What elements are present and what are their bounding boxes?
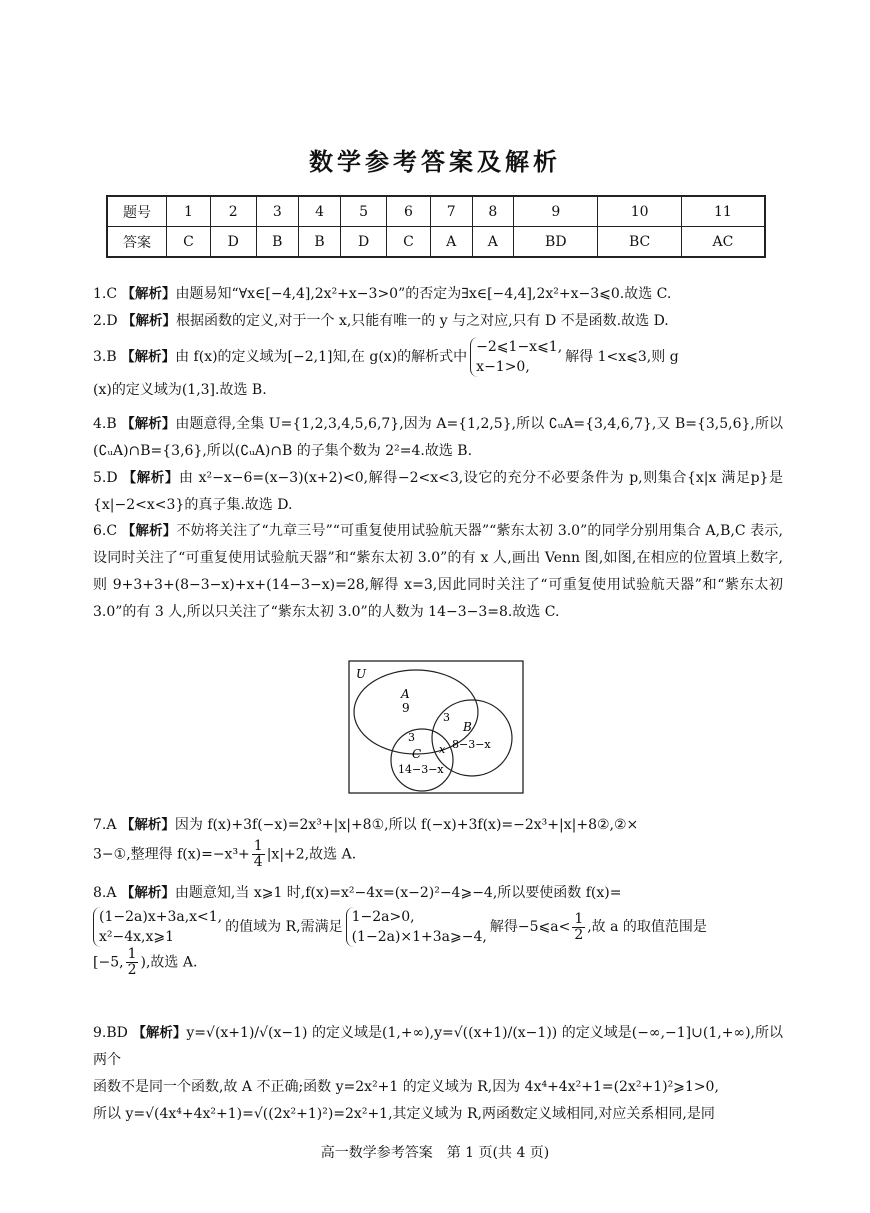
set-b-value: 8−3−x bbox=[452, 738, 491, 751]
table-cell: C bbox=[387, 227, 431, 258]
analysis-tag: 【解析】 bbox=[122, 313, 177, 329]
item-text: 所以 y=√(4x⁴+4x²+1)=√((2x²+1)²)=2x²+1,其定义域为 R,两函数定义域相同,对应关系相同,是同 bbox=[93, 1106, 715, 1122]
item-text: ),故选 A. bbox=[140, 954, 198, 971]
analysis-tag: 【解析】 bbox=[121, 416, 176, 432]
table-cell: 9 bbox=[514, 196, 598, 227]
set-a-label: A bbox=[401, 687, 410, 701]
table-cell: 2 bbox=[210, 196, 256, 227]
fraction-numerator: 1 bbox=[127, 946, 137, 962]
table-cell: D bbox=[210, 227, 256, 258]
solution-item-1 bbox=[93, 281, 783, 308]
analysis-tag: 【解析】 bbox=[121, 523, 177, 539]
system-line: x−1>0, bbox=[476, 359, 530, 375]
item-number: 8.A bbox=[93, 885, 117, 901]
intersection-ab-value: 3 bbox=[443, 711, 450, 724]
page-footer: 高一数学参考答案 第 1 页(共 4 页) bbox=[320, 1145, 550, 1161]
item-text: (x)的定义域为(1,3].故选 B. bbox=[93, 382, 267, 398]
system-line: x²−4x,x⩾1 bbox=[99, 929, 175, 945]
fraction bbox=[252, 839, 265, 870]
item-number: 1.C bbox=[93, 286, 118, 302]
set-c-value: 14−3−x bbox=[398, 763, 444, 776]
table-cell: AC bbox=[681, 227, 765, 258]
table-header-label: 题号 bbox=[107, 196, 167, 227]
universe-label: U bbox=[356, 667, 367, 681]
item-text: |x|+2,故选 A. bbox=[266, 846, 357, 863]
table-cell: BC bbox=[598, 227, 681, 258]
fraction-numerator: 1 bbox=[574, 910, 584, 927]
analysis-tag: 【解析】 bbox=[121, 349, 176, 365]
analysis-tag: 【解析】 bbox=[120, 885, 175, 901]
answer-table bbox=[106, 195, 766, 258]
item-number: 2.D bbox=[93, 313, 118, 329]
item-text: 由 x²−x−6=(x−3)(x+2)<0,解得−2<x<3,设它的充分不必要条件为 p,则集合{x|x 满足p}是{x|−2<x<3}的真子集.故选 D. bbox=[93, 470, 784, 513]
table-cell: B bbox=[256, 227, 298, 258]
item-text: 由 f(x)的定义域为[−2,1]知,在 g(x)的解析式中 bbox=[175, 349, 468, 365]
item-text: 根据函数的定义,对于一个 x,只能有唯一的 y 与之对应,只有 D 不是函数.故选 D. bbox=[176, 313, 669, 329]
table-cell: 10 bbox=[598, 196, 681, 227]
solution-item-9 bbox=[93, 1020, 783, 1128]
item-text: [−5, bbox=[93, 954, 124, 971]
table-cell: 8 bbox=[472, 196, 514, 227]
intersection-bc-value: x bbox=[439, 743, 446, 756]
table-answer-label: 答案 bbox=[107, 227, 167, 258]
venn-diagram bbox=[348, 660, 524, 794]
system-line: (1−2a)x+3a,x<1, bbox=[99, 909, 223, 925]
table-cell: A bbox=[430, 227, 472, 258]
solution-item-5 bbox=[93, 465, 783, 519]
item-number: 4.B bbox=[93, 416, 117, 432]
fraction-denominator: 2 bbox=[574, 926, 584, 943]
fraction bbox=[572, 912, 585, 943]
fraction-denominator: 4 bbox=[253, 854, 263, 870]
item-text: 解得−5⩽a< bbox=[489, 919, 571, 935]
item-text: 由题意得,全集 U={1,2,3,4,5,6,7},因为 A={1,2,5},所以 ∁ᵤA={3,4,6,7},又 B={3,5,6},所以(∁ᵤA)∩B={3,6},所以(∁ᵤA)∩B 的子集个数为 2²=4.故选 B. bbox=[93, 416, 784, 459]
item-text: 由题意知,当 x⩾1 时,f(x)=x²−4x=(x−2)²−4⩾−4,所以要使函数 f(x)= bbox=[174, 885, 622, 901]
item-number: 3.B bbox=[93, 349, 117, 365]
table-cell: A bbox=[472, 227, 514, 258]
item-number: 7.A bbox=[93, 817, 117, 833]
table-row-numbers bbox=[107, 196, 765, 227]
item-text: y=√(x+1)/√(x−1) 的定义域是(1,+∞),y=√((x+1)/(x−1)) 的定义域是(−∞,−1]∪(1,+∞),所以两个 bbox=[93, 1025, 784, 1068]
item-number: 5.D bbox=[93, 470, 118, 486]
set-a-value: 9 bbox=[402, 701, 410, 715]
system-line: −2⩽1−x⩽1, bbox=[476, 339, 563, 355]
fraction-numerator: 1 bbox=[253, 838, 263, 854]
table-cell: 7 bbox=[430, 196, 472, 227]
item-text: 因为 f(x)+3f(−x)=2x³+|x|+8①,所以 f(−x)+3f(x)=−2x³+|x|+8②,②× bbox=[174, 817, 639, 833]
item-text: 不妨将关注了“九章三号”“可重复使用试验航天器”“紫东太初 3.0”的同学分别用集合 A,B,C 表示,设同时关注了“可重复使用试验航天器”和“紫东太初 3.0”的有 x 人,画出 Venn 图,如图,在相应的位置填上数字,则 9+3+3+(8−3−x)+x+(14−3−x)=28,解得 x=3,因此同时关注了“可重复使用试验航天器”和“紫东太初 3.0”的有 3 人,所以只关注了“紫东太初 3.0”的人数为 14−3−3=8.故选 C. bbox=[93, 523, 783, 620]
item-text: 的值域为 R,需满足 bbox=[225, 919, 343, 935]
table-cell: 11 bbox=[681, 196, 765, 227]
solution-item-2 bbox=[93, 308, 783, 335]
equation-system bbox=[346, 907, 487, 947]
item-text: 函数不是同一个函数,故 A 不正确;函数 y=2x²+1 的定义域为 R,因为 4x⁴+4x²+1=(2x²+1)²⩾1>0, bbox=[93, 1079, 719, 1095]
analysis-tag: 【解析】 bbox=[121, 286, 176, 302]
table-cell: D bbox=[341, 227, 387, 258]
equation-system bbox=[470, 337, 562, 377]
set-c-circle bbox=[391, 729, 453, 791]
solution-item-6 bbox=[93, 518, 783, 626]
analysis-tag: 【解析】 bbox=[132, 1025, 187, 1041]
table-cell: C bbox=[167, 227, 211, 258]
page-title: 数学参考答案及解析 bbox=[309, 148, 561, 176]
item-text: ,故 a 的取值范围是 bbox=[587, 919, 707, 935]
table-cell: B bbox=[298, 227, 340, 258]
solution-item-3 bbox=[93, 337, 783, 404]
system-line: 1−2a>0, bbox=[351, 909, 415, 925]
intersection-ac-value: 3 bbox=[408, 731, 415, 744]
fraction-denominator: 2 bbox=[127, 962, 137, 978]
solution-item-7 bbox=[93, 812, 783, 870]
table-row-answers bbox=[107, 227, 765, 258]
table-cell: 5 bbox=[341, 196, 387, 227]
table-cell: BD bbox=[514, 227, 598, 258]
analysis-tag: 【解析】 bbox=[122, 470, 179, 486]
fraction bbox=[126, 947, 139, 978]
item-number: 9.BD bbox=[93, 1025, 128, 1041]
analysis-tag: 【解析】 bbox=[120, 817, 175, 833]
table-cell: 3 bbox=[256, 196, 298, 227]
solution-item-8 bbox=[93, 880, 783, 978]
set-b-label: B bbox=[463, 720, 472, 734]
solution-item-4 bbox=[93, 411, 783, 465]
system-line: (1−2a)×1+3a⩾−4, bbox=[351, 929, 487, 945]
item-text: 由题易知“∀x∈[−4,4],2x²+x−3>0”的否定为∃x∈[−4,4],2x²+x−3⩽0.故选 C. bbox=[175, 286, 672, 302]
table-cell: 4 bbox=[298, 196, 340, 227]
set-c-label: C bbox=[412, 747, 422, 761]
table-cell: 1 bbox=[167, 196, 211, 227]
equation-system bbox=[93, 907, 222, 947]
table-cell: 6 bbox=[387, 196, 431, 227]
item-number: 6.C bbox=[93, 523, 118, 539]
item-text: 解得 1<x⩽3,则 g bbox=[565, 349, 679, 365]
item-text: 3−①,整理得 f(x)=−x³+ bbox=[93, 846, 250, 863]
